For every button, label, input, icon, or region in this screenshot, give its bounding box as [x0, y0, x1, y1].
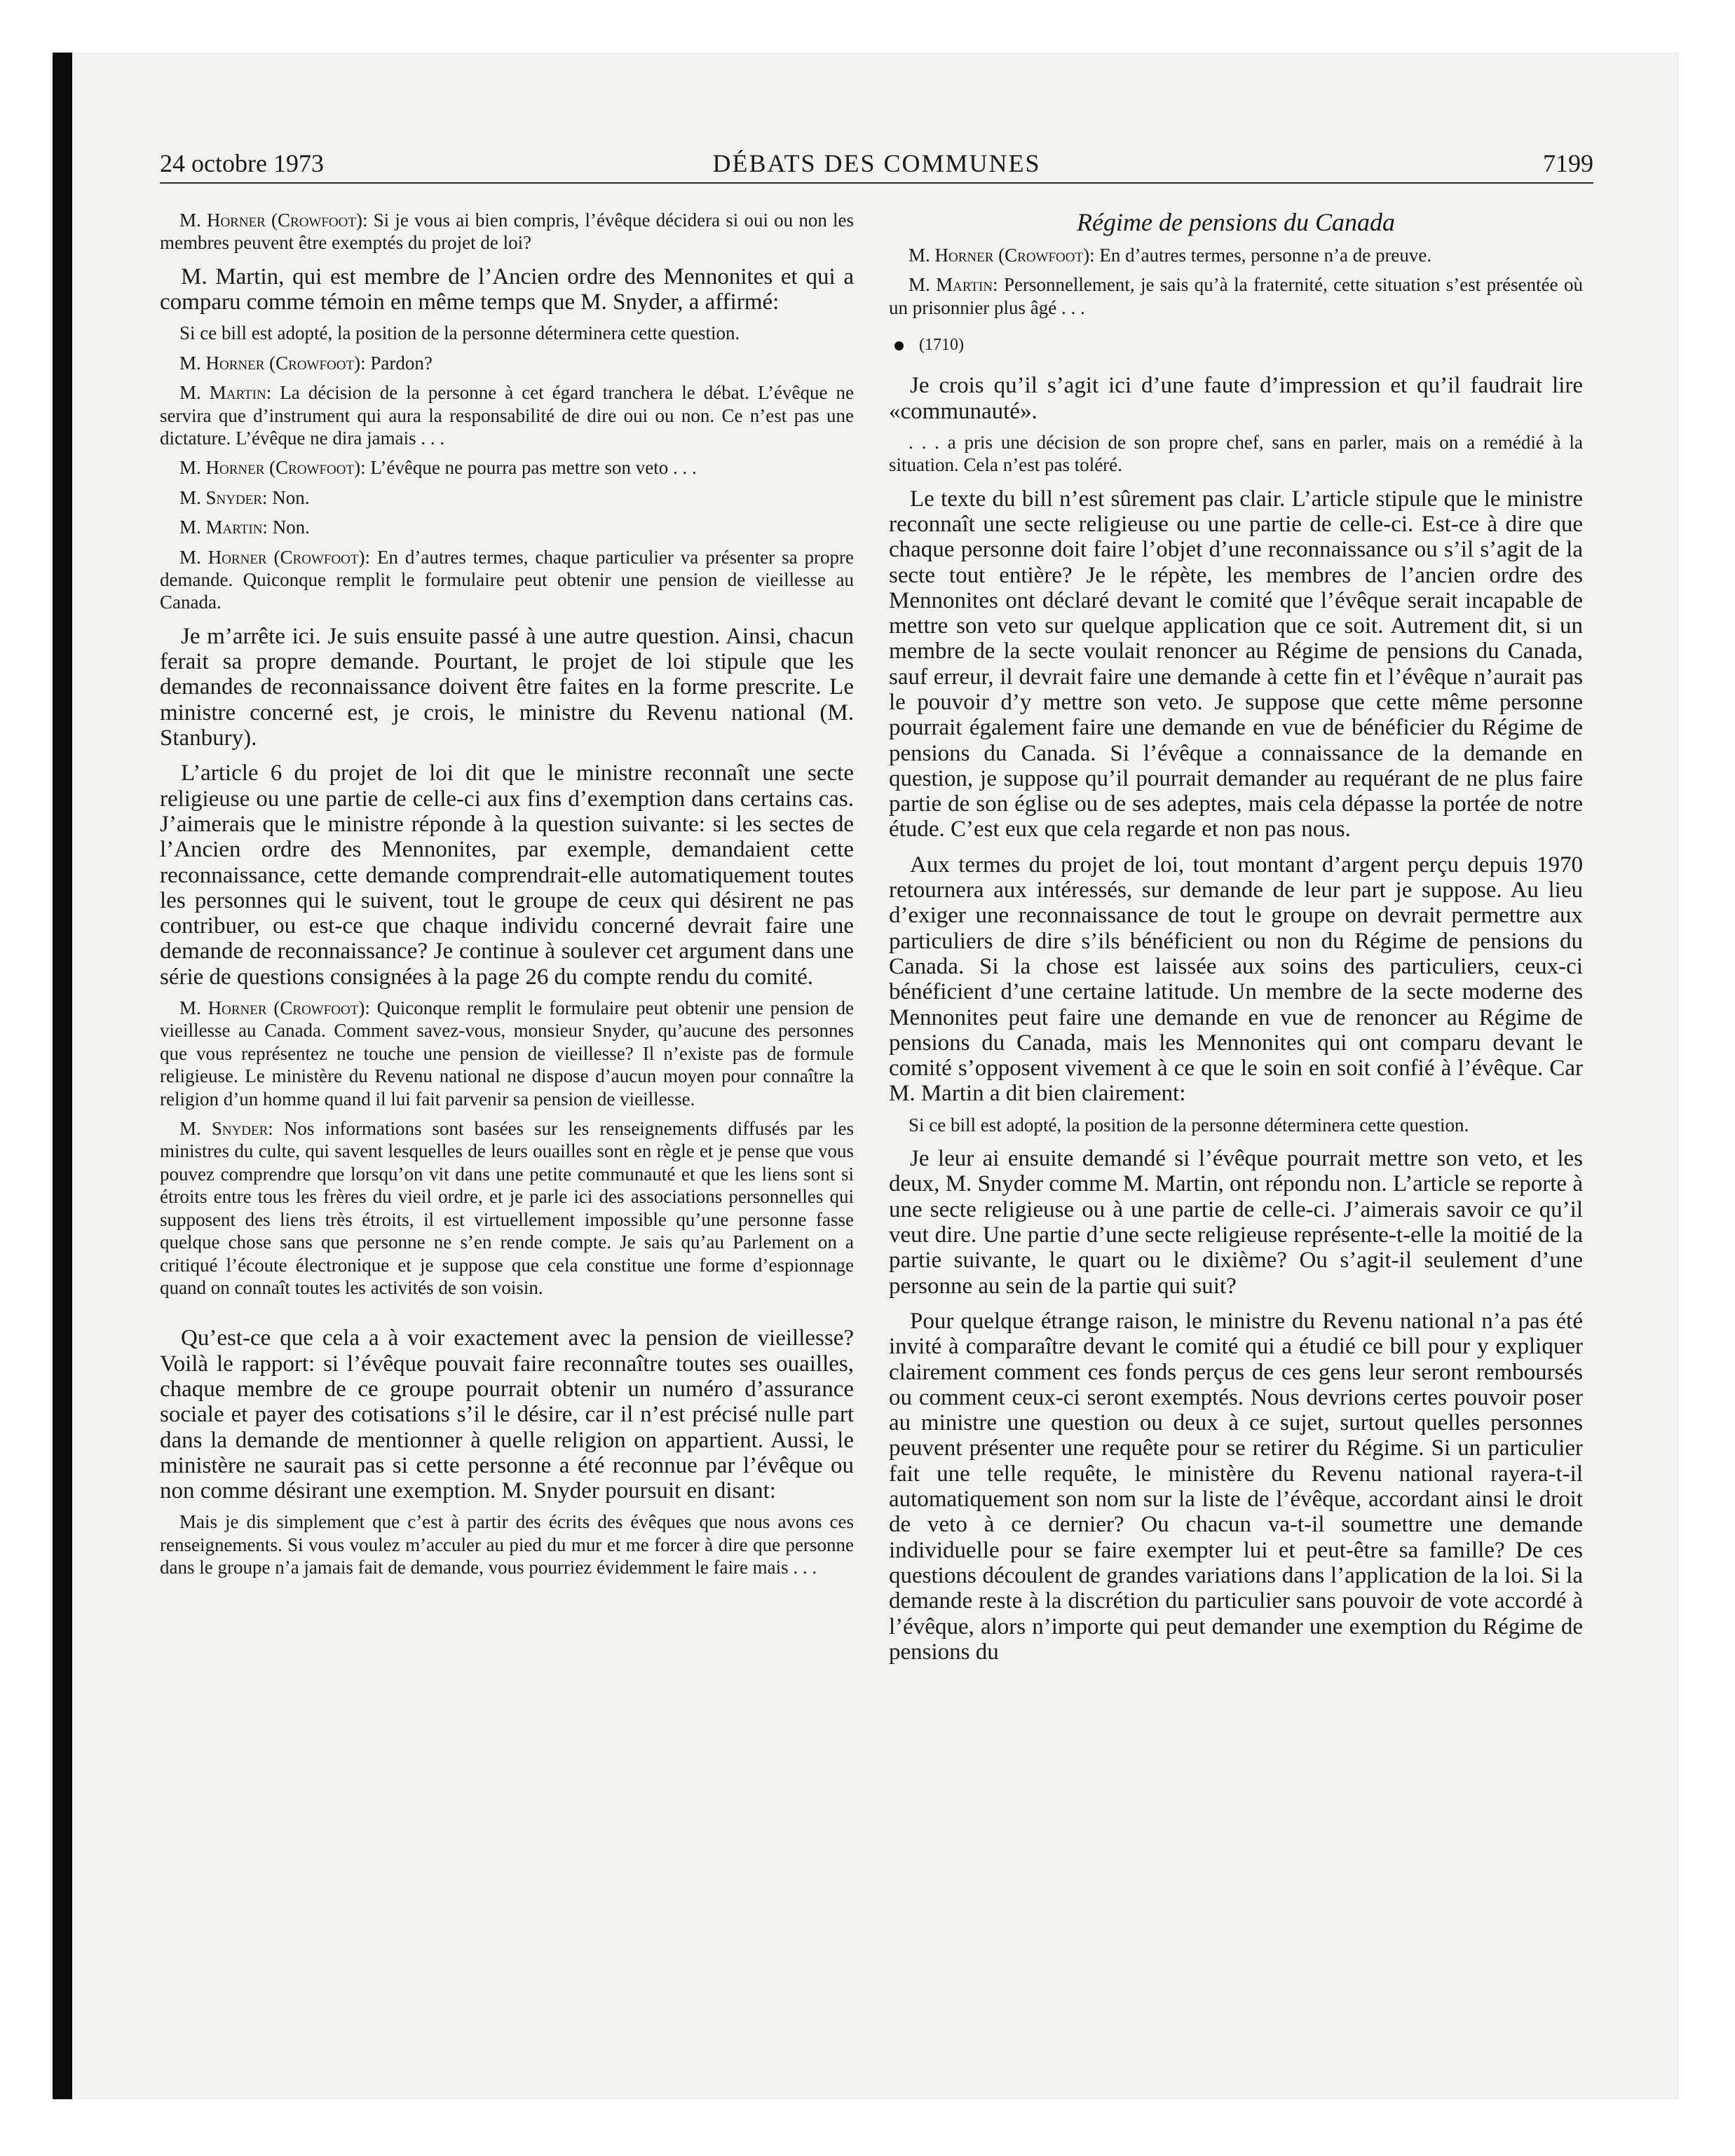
right-column: [889, 202, 1583, 1670]
paragraph-text: La décision de la personne à cet égard tranchera le débat. L’évêque ne servira que d’instrument qui aura la responsabilité de dire oui ou non. Ce n’est pas une dictature. L’évêque ne dira jamais . . .: [160, 382, 854, 449]
transcript-quote: [889, 431, 1583, 477]
transcript-quote: [160, 209, 854, 254]
header-title: DÉBATS DES COMMUNES: [712, 149, 1041, 177]
speaker-name: M. Horner (Crowfoot):: [179, 546, 370, 568]
paragraph-text: Si ce bill est adopté, la position de la personne déterminera cette question.: [909, 1114, 1469, 1135]
transcript-quote: [889, 244, 1583, 266]
transcript-quote: [160, 381, 854, 449]
body-paragraph: [160, 624, 854, 751]
transcript-quote: [889, 1114, 1583, 1136]
transcript-quote: [160, 352, 854, 374]
speaker-name: M. Snyder:: [179, 486, 268, 508]
time-marker: [894, 336, 1583, 355]
paragraph-text: Si je vous ai bien compris, l’évêque décidera si oui ou non les membres peuvent être exemptés du projet de loi?: [160, 210, 854, 254]
body-paragraph: [889, 373, 1583, 424]
time-marker-text: (1710): [919, 336, 964, 355]
paragraph-text: Qu’est-ce que cela a à voir exactement avec la pension de vieillesse? Voilà le rapport: si l’évêque pouvait faire reconnaître toutes ses ouailles, chaque membre de ce groupe pourrait obtenir un numéro d’assurance sociale et payer des cotisations s’il le désire, car il n’est précisé nulle part dans la demande de mentionner à quelle religion on appartient. Aussi, le ministère ne saurait pas si cette personne a été reconnue par l’évêque ou non comme désirant une exemption. M. Snyder poursuit en disant:: [160, 1325, 854, 1504]
speaker-name: M. Snyder:: [179, 1118, 273, 1140]
transcript-quote: [160, 486, 854, 509]
paragraph-text: Je leur ai ensuite demandé si l’évêque pourrait mettre son veto, et les deux, M. Snyder comme M. Martin, ont répondu non. L’article se reporte à une secte religieuse ou à une partie de celle-ci. J’aimerais savoir ce qu’il veut dire. Une partie d’une secte religieuse représente-t-elle la moitié de la partie suivante, le quart ou le dixième? Ou s’agit-il seulement d’une personne au sein de la partie qui suit?: [889, 1146, 1583, 1299]
speaker-name: M. Martin:: [909, 274, 998, 296]
paragraph-text: L’article 6 du projet de loi dit que le ministre reconnaît une secte religieuse ou une partie de celle-ci aux fins d’exemption dans certains cas. J’aimerais que le ministre réponde à la question suivante: si les sectes de l’Ancien ordre des Mennonites, par exemple, demandaient cette reconnaissance, cette demande comprendrait-elle automatiquement toutes les personnes qui le suivent, tout le groupe de ceux qui désirent ne pas contribuer, ou est-ce que chaque individu concerné devrait faire une demande de reconnaissance? Je continue à soulever cet argument dans une série de questions consignées à la page 26 du compte rendu du comité.: [160, 760, 854, 990]
transcript-quote: [889, 273, 1583, 319]
paragraph-text: Nos informations sont basées sur les renseignements diffusés par les ministres du culte, qui savent lesquelles de leurs ouailles sont en règle et je pense que vous pouvez comprendre que lorsqu’on vit dans une petite communauté et que les liens sont si étroits entre tous les frères du vieil ordre, et je parle ici des associations personnelles qui supposent des liens très étroits, il est virtuellement impossible qu’une personne fasse quelque chose sans que personne ne s’en rende compte. Je sais qu’au Parlement on a critiqué l’écoute électronique et je suppose que cela constitue une forme d’espionnage quand on connaît toutes les activités de son voisin.: [160, 1118, 854, 1298]
speaker-name: M. Horner (Crowfoot):: [179, 210, 368, 231]
transcript-quote: [160, 322, 854, 344]
paragraph-text: Le texte du bill n’est sûrement pas clair. L’article stipule que le ministre reconnaît une secte religieuse ou une partie de celle-ci. Est-ce à dire que chaque personne doit faire l’objet d’une reconnaissance ou s’il s’agit de la secte tout entière? Je le répète, les membres de l’ancien ordre des Mennonites ont déclaré devant le comité que l’évêque serait incapable de mettre son veto sur quelque application que ce soit. Autrement dit, si un membre de la secte voulait renoncer au Régime de pensions du Canada, sauf erreur, il devrait faire une demande à cette fin et l’évêque n’aurait pas le pouvoir d’y mettre son veto. Je suppose que cette même personne pourrait également faire une demande en vue de bénéficier du Régime de pensions du Canada. Si l’évêque a connaissance de la demande en question, je suppose qu’il pourrait demander au requérant de ne plus faire partie de son église ou de ses adeptes, mais cela dépasse la portée de notre étude. C’est eux que cela regarde et non pas nous.: [889, 486, 1583, 842]
speaker-name: M. Martin:: [179, 517, 268, 538]
paragraph-text: Aux termes du projet de loi, tout montant d’argent perçu depuis 1970 retournera aux intéressés, sur demande de leur part je suppose. Au lieu d’exiger une reconnaissance de tout le groupe on devrait permettre aux particuliers de dire s’ils bénéficient ou non du Régime de pensions du Canada. Si la chose est laissée aux soins des particuliers, ceux-ci bénéficient d’une certaine latitude. Un membre de la secte moderne des Mennonites peut faire une demande en vue de renoncer au Régime de pensions du Canada, mais les Mennonites qui ont comparu devant le comité s’opposent vivement à ce que le soin en soit confié à l’évêque. Car M. Martin a dit bien clairement:: [889, 852, 1583, 1107]
transcript-quote: [160, 456, 854, 479]
paragraph-text: . . . a pris une décision de son propre chef, sans en parler, mais on a remédié à la situation. Cela n’est pas toléré.: [889, 431, 1583, 476]
speaker-name: M. Horner (Crowfoot):: [909, 245, 1095, 266]
scan-edge-bar: [53, 53, 72, 2099]
paragraph-text: Je m’arrête ici. Je suis ensuite passé à une autre question. Ainsi, chacun ferait sa propre demande. Pourtant, le projet de loi stipule que les demandes de reconnaissance doivent être faites en la forme prescrite. Le ministre concerné est, je crois, le ministre du Revenu national (M. Stanbury).: [160, 623, 854, 751]
body-paragraph: [889, 486, 1583, 842]
speaker-name: M. Horner (Crowfoot):: [179, 997, 370, 1019]
left-column: [160, 202, 854, 1585]
paragraph-text: Pardon?: [365, 352, 433, 374]
paragraph-text: En d’autres termes, personne n’a de preuve.: [1094, 245, 1432, 266]
body-paragraph: [160, 1325, 854, 1503]
header-date: 24 octobre 1973: [160, 149, 324, 177]
paragraph-text: Je crois qu’il s’agit ici d’une faute d’impression et qu’il faudrait lire «communauté».: [889, 373, 1583, 424]
body-paragraph: [160, 264, 854, 315]
speaker-name: M. Martin:: [179, 382, 272, 404]
transcript-quote: [160, 1117, 854, 1299]
bullet-icon: [894, 341, 904, 350]
paragraph-text: Pour quelque étrange raison, le ministre du Revenu national n’a pas été invité à comparaître devant le comité qui a étudié ce bill pour y expliquer clairement comment ces fonds perçus de ces gens leur seront remboursés ou comment ceux-ci seront exemptés. Nous devrions certes pouvoir poser au ministre une question ou deux à ce sujet, surtout quelles personnes peuvent présenter une requête pour se retirer du Régime. Si un particulier fait une telle requête, le ministère du Revenu national rayera-t-il automatiquement son nom sur la liste de l’évêque, accordant ainsi le droit de veto à ce dernier? Ou chacun va-t-il soumettre une demande individuelle pour se faire exempter lui et peut-être sa famille? De ces questions découlent de grandes variations dans l’application de la loi. Si la demande reste à la discrétion du particulier sans pouvoir de vote accordé à l’évêque, alors n’importe qui peut demander une exemption du Régime de pensions du: [889, 1308, 1583, 1665]
paragraph-text: Personnellement, je sais qu’à la fraternité, cette situation s’est présentée où un prisonnier plus âgé . . .: [889, 274, 1583, 318]
paragraph-text: L’évêque ne pourra pas mettre son veto . . .: [365, 457, 697, 479]
paragraph-text: Mais je dis simplement que c’est à partir des écrits des évêques que nous avons ces renseignements. Si vous voulez m’acculer au pied du mur et me forcer à dire que personne dans le groupe n’a jamais fait de demande, vous pourriez évidemment le faire mais . . .: [160, 1511, 854, 1578]
transcript-quote: [160, 1510, 854, 1578]
speaker-name: M. Horner (Crowfoot):: [179, 352, 366, 374]
section-title: Régime de pensions du Canada: [1077, 208, 1395, 236]
paragraph-text: Si ce bill est adopté, la position de la personne déterminera cette question.: [179, 322, 740, 344]
transcript-quote: [160, 997, 854, 1110]
body-paragraph: [889, 1146, 1583, 1299]
paragraph-text: En d’autres termes, chaque particulier va présenter sa propre demande. Quiconque remplit le formulaire peut obtenir une pension de vieillesse au Canada.: [160, 546, 854, 613]
body-paragraph: [889, 1309, 1583, 1665]
paragraph-text: Quiconque remplit le formulaire peut obtenir une pension de vieillesse au Canada. Comment savez-vous, monsieur Snyder, qu’aucune des personnes que vous représentez ne touche une pension de vieillesse? Il n’existe pas de formule religieuse. Le ministère du Revenu national ne dispose d’aucun moyen pour connaître la religion d’un homme quand il lui fait parvenir sa pension de vieillesse.: [160, 997, 854, 1110]
paragraph-text: Non.: [267, 517, 310, 538]
transcript-quote: [160, 516, 854, 538]
header-page-number: 7199: [1543, 149, 1593, 177]
body-paragraph: [160, 760, 854, 990]
transcript-quote: [160, 546, 854, 614]
paragraph-text: M. Martin, qui est membre de l’Ancien ordre des Mennonites et qui a comparu comme témoin en même temps que M. Snyder, a affirmé:: [160, 264, 854, 315]
body-paragraph: [889, 852, 1583, 1107]
paragraph-text: Non.: [267, 486, 310, 508]
speaker-name: M. Horner (Crowfoot):: [179, 457, 366, 479]
page-header: [160, 146, 1593, 184]
